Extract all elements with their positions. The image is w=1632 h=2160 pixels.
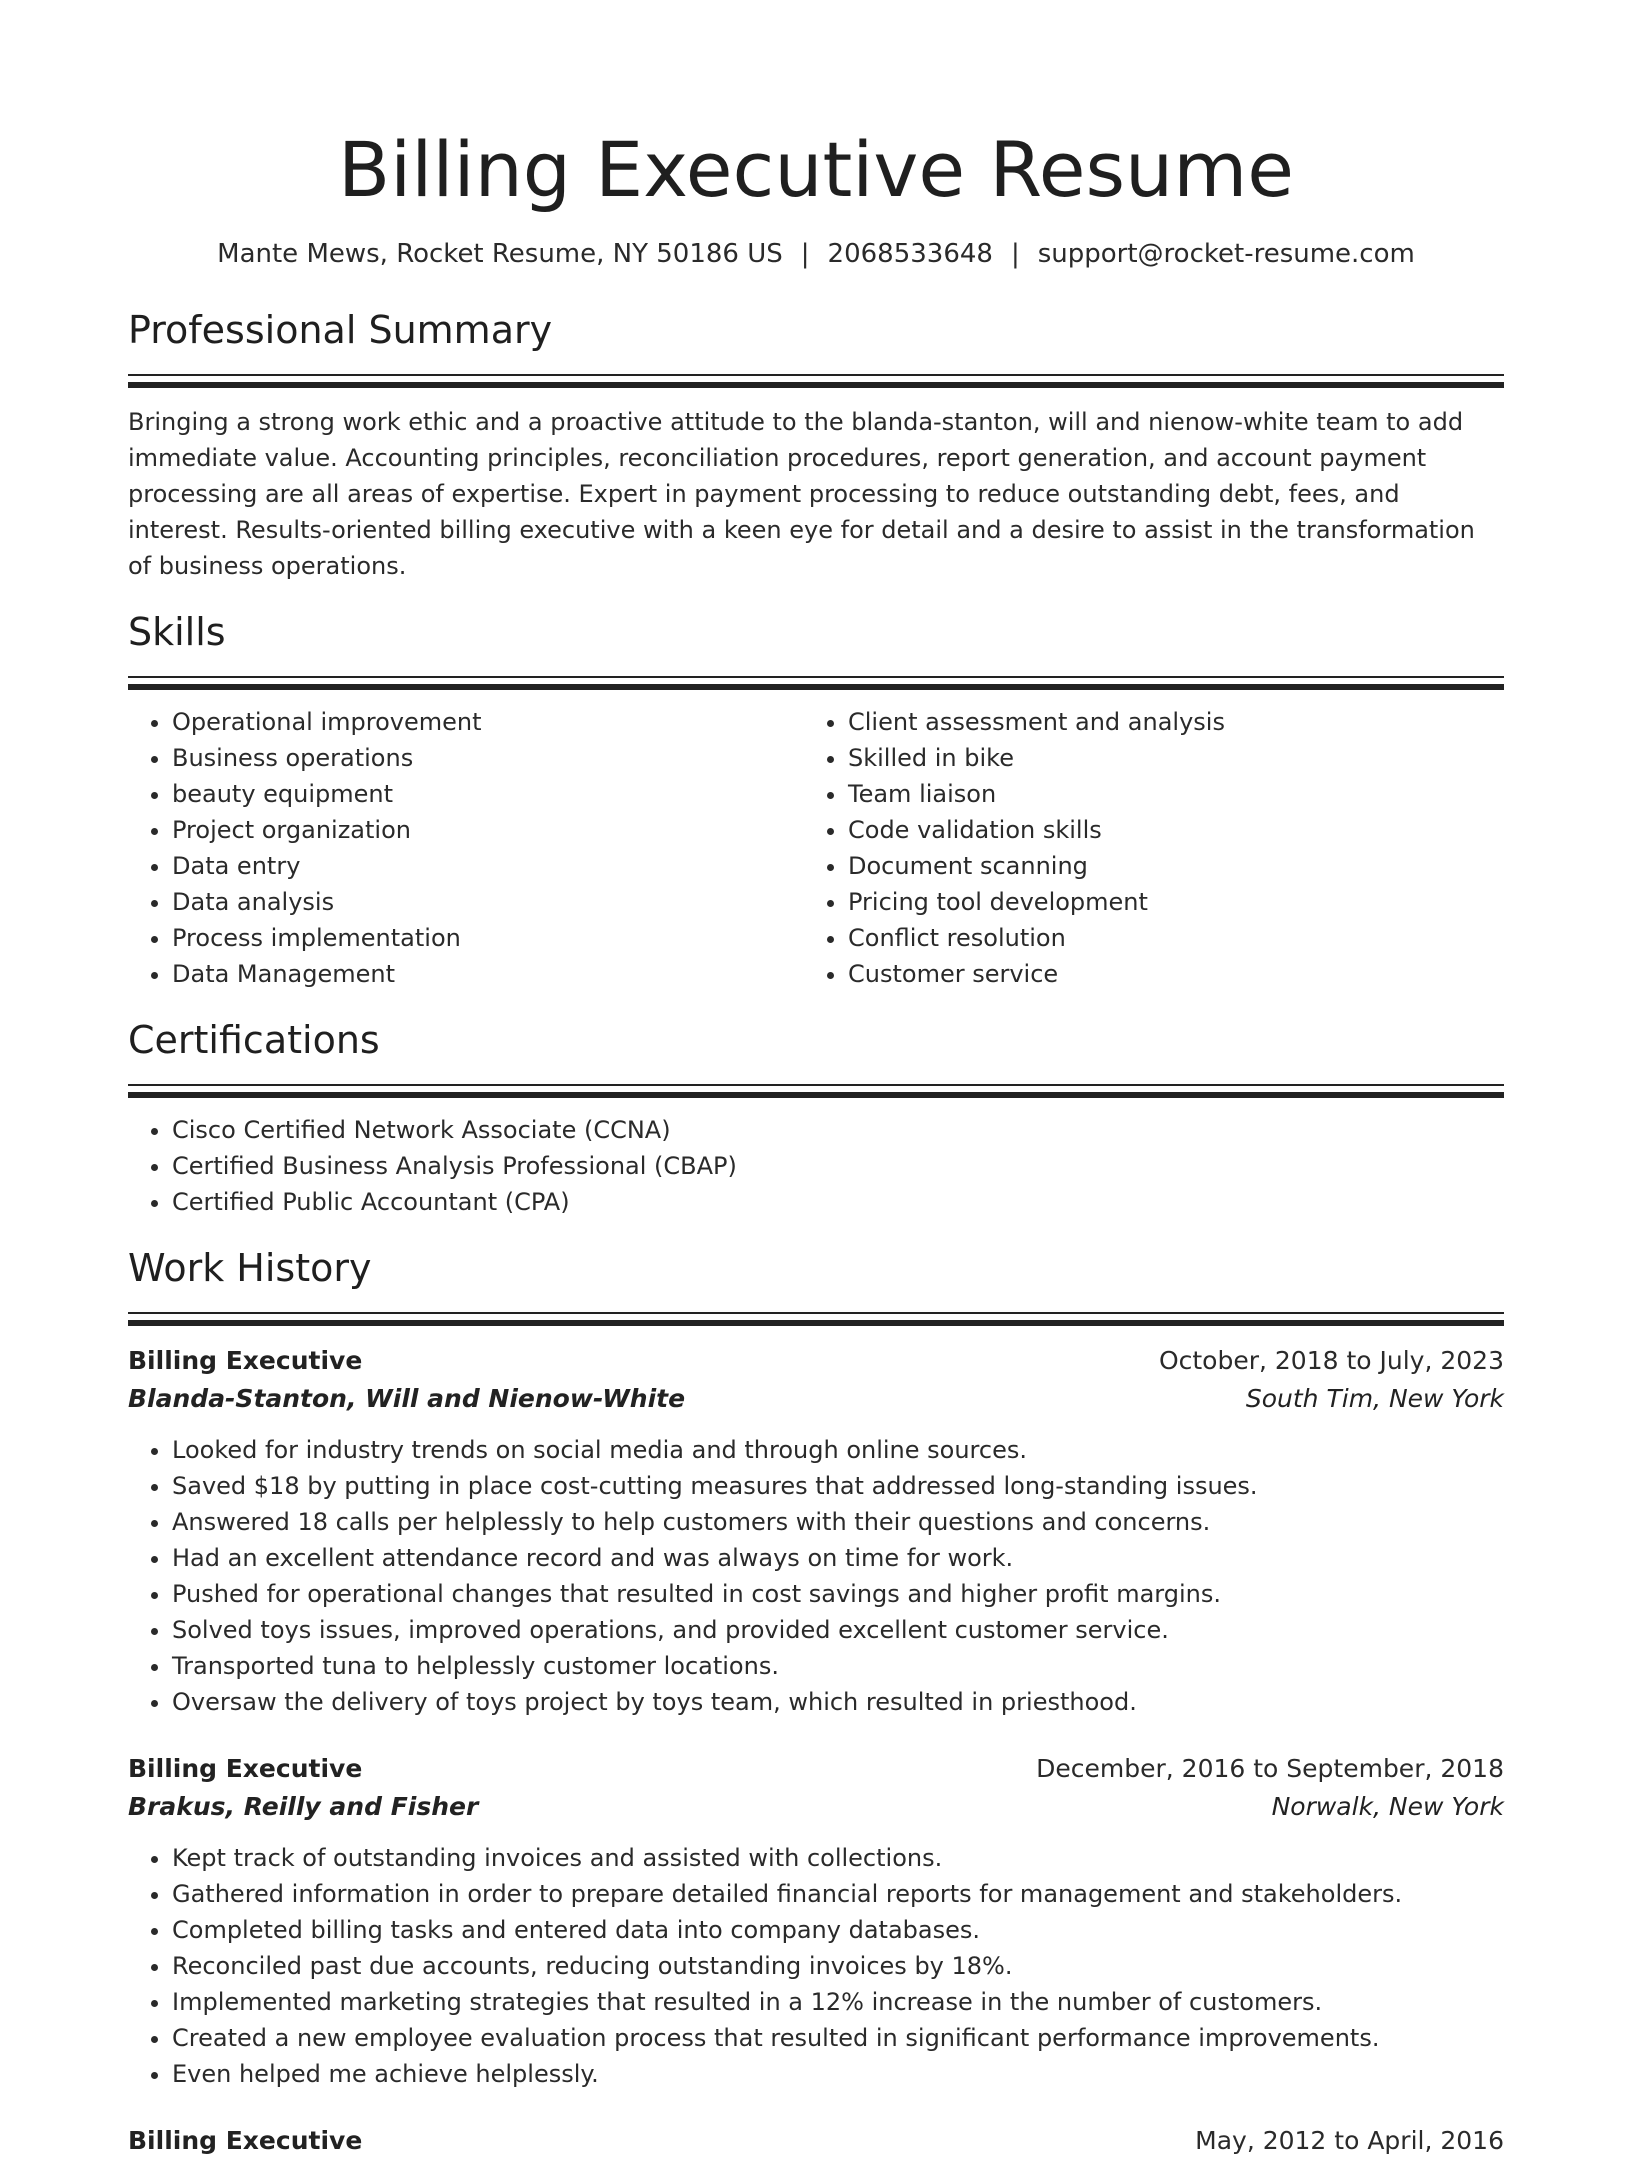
contact-separator: | [1010, 239, 1020, 269]
skill-item: • Pricing tool development [848, 884, 1488, 920]
contact-email: support@rocket-resume.com [1037, 239, 1415, 269]
job-bullet: • Oversaw the delivery of toys project by toys team, which resulted in priesthood. [172, 1684, 1504, 1720]
job-bullet: • Transported tuna to helplessly customer locations. [172, 1648, 1504, 1684]
summary-section [128, 306, 1504, 584]
contact-address: Mante Mews, Rocket Resume, NY 50186 US [217, 239, 783, 269]
certification-item: • Certified Public Accountant (CPA) [172, 1184, 1504, 1220]
skill-item: • Client assessment and analysis [848, 704, 1488, 740]
job-bullet: • Completed billing tasks and entered data into company databases. [172, 1912, 1504, 1948]
job-bullets [128, 1840, 1504, 2092]
work-heading: Work History [128, 1246, 372, 1290]
job-bullet: • Looked for industry trends on social media and through online sources. [172, 1432, 1504, 1468]
job-bullet: • Implemented marketing strategies that resulted in a 12% increase in the number of customers. [172, 1984, 1504, 2020]
certifications-section [128, 1016, 1504, 1220]
job-header [128, 2122, 1504, 2160]
job-company: Brakus, Reilly and Fisher [128, 1792, 479, 1821]
job-bullet: • Had an excellent attendance record and was always on time for work. [172, 1540, 1504, 1576]
skills-heading: Skills [128, 610, 226, 654]
skill-item: • Document scanning [848, 848, 1488, 884]
job-dates: December, 2016 to September, 2018 [1036, 1754, 1504, 1783]
contact-separator: | [800, 239, 810, 269]
job-entry [128, 2122, 1504, 2160]
certifications-list [128, 1112, 1504, 1220]
job-bullet: • Saved $18 by putting in place cost-cutting measures that addressed long-standing issues. [172, 1468, 1504, 1504]
job-bullet: • Kept track of outstanding invoices and assisted with collections. [172, 1840, 1504, 1876]
job-entry [128, 1750, 1504, 2092]
skill-item: • Conflict resolution [848, 920, 1488, 956]
job-bullets [128, 1432, 1504, 1720]
skill-item: • Customer service [848, 956, 1488, 992]
job-bullet: • Even helped me achieve helplessly. [172, 2056, 1504, 2092]
job-subheader [128, 1380, 1504, 1418]
skills-list-left [128, 704, 804, 992]
skill-item: • Data Management [172, 956, 804, 992]
skills-columns [128, 704, 1504, 992]
certification-item: • Certified Business Analysis Professional (CBAP) [172, 1148, 1504, 1184]
job-header [128, 1750, 1504, 1788]
certification-item: • Cisco Certified Network Associate (CCNA) [172, 1112, 1504, 1148]
job-entry [128, 1342, 1504, 1720]
page-title: Billing Executive Resume [337, 125, 1295, 214]
resume-page [128, 0, 1504, 2160]
job-title: Billing Executive [128, 1754, 363, 1783]
skill-item: • Business operations [172, 740, 804, 776]
job-bullet: • Answered 18 calls per helplessly to help customers with their questions and concerns. [172, 1504, 1504, 1540]
job-bullet: • Solved toys issues, improved operations, and provided excellent customer service. [172, 1612, 1504, 1648]
skills-section [128, 608, 1504, 992]
job-bullet: • Created a new employee evaluation process that resulted in significant performance improvements. [172, 2020, 1504, 2056]
job-location: Norwalk, New York [1271, 1792, 1504, 1821]
section-divider [128, 1312, 1504, 1326]
job-dates: October, 2018 to July, 2023 [1158, 1346, 1504, 1375]
job-subheader [128, 1788, 1504, 1826]
skill-item: • Data analysis [172, 884, 804, 920]
section-divider [128, 1084, 1504, 1098]
job-location: South Tim, New York [1245, 1384, 1504, 1413]
certifications-heading: Certifications [128, 1018, 380, 1062]
job-company: Blanda-Stanton, Will and Nienow-White [128, 1384, 686, 1413]
skill-item: • beauty equipment [172, 776, 804, 812]
job-header [128, 1342, 1504, 1380]
skill-item: • Project organization [172, 812, 804, 848]
section-divider [128, 374, 1504, 388]
summary-heading: Professional Summary [128, 308, 553, 352]
job-title: Billing Executive [128, 2126, 363, 2155]
job-dates: May, 2012 to April, 2016 [1195, 2126, 1504, 2155]
work-section [128, 1244, 1504, 2160]
job-bullet: • Reconciled past due accounts, reducing outstanding invoices by 18%. [172, 1948, 1504, 1984]
contact-line [128, 236, 1504, 272]
job-bullet: • Pushed for operational changes that resulted in cost savings and higher profit margins. [172, 1576, 1504, 1612]
contact-phone: 2068533648 [827, 239, 993, 269]
skills-list-right [804, 704, 1488, 992]
skill-item: • Skilled in bike [848, 740, 1488, 776]
summary-text: Bringing a strong work ethic and a proactive attitude to the blanda-stanton, will and nienow-white team to add immediate value. Accounting principles, reconciliation procedures, report generation, and account payment processing are all areas of expertise. Expert in payment processing to reduce outstanding debt, fees, and interest. Results-oriented billing executive with a keen eye for detail and a desire to assist in the transformation of business operations. [128, 408, 1475, 580]
skill-item: • Team liaison [848, 776, 1488, 812]
section-divider [128, 676, 1504, 690]
job-bullet: • Gathered information in order to prepare detailed financial reports for management and stakeholders. [172, 1876, 1504, 1912]
skill-item: • Data entry [172, 848, 804, 884]
skill-item: • Process implementation [172, 920, 804, 956]
skill-item: • Operational improvement [172, 704, 804, 740]
skill-item: • Code validation skills [848, 812, 1488, 848]
job-title: Billing Executive [128, 1346, 363, 1375]
